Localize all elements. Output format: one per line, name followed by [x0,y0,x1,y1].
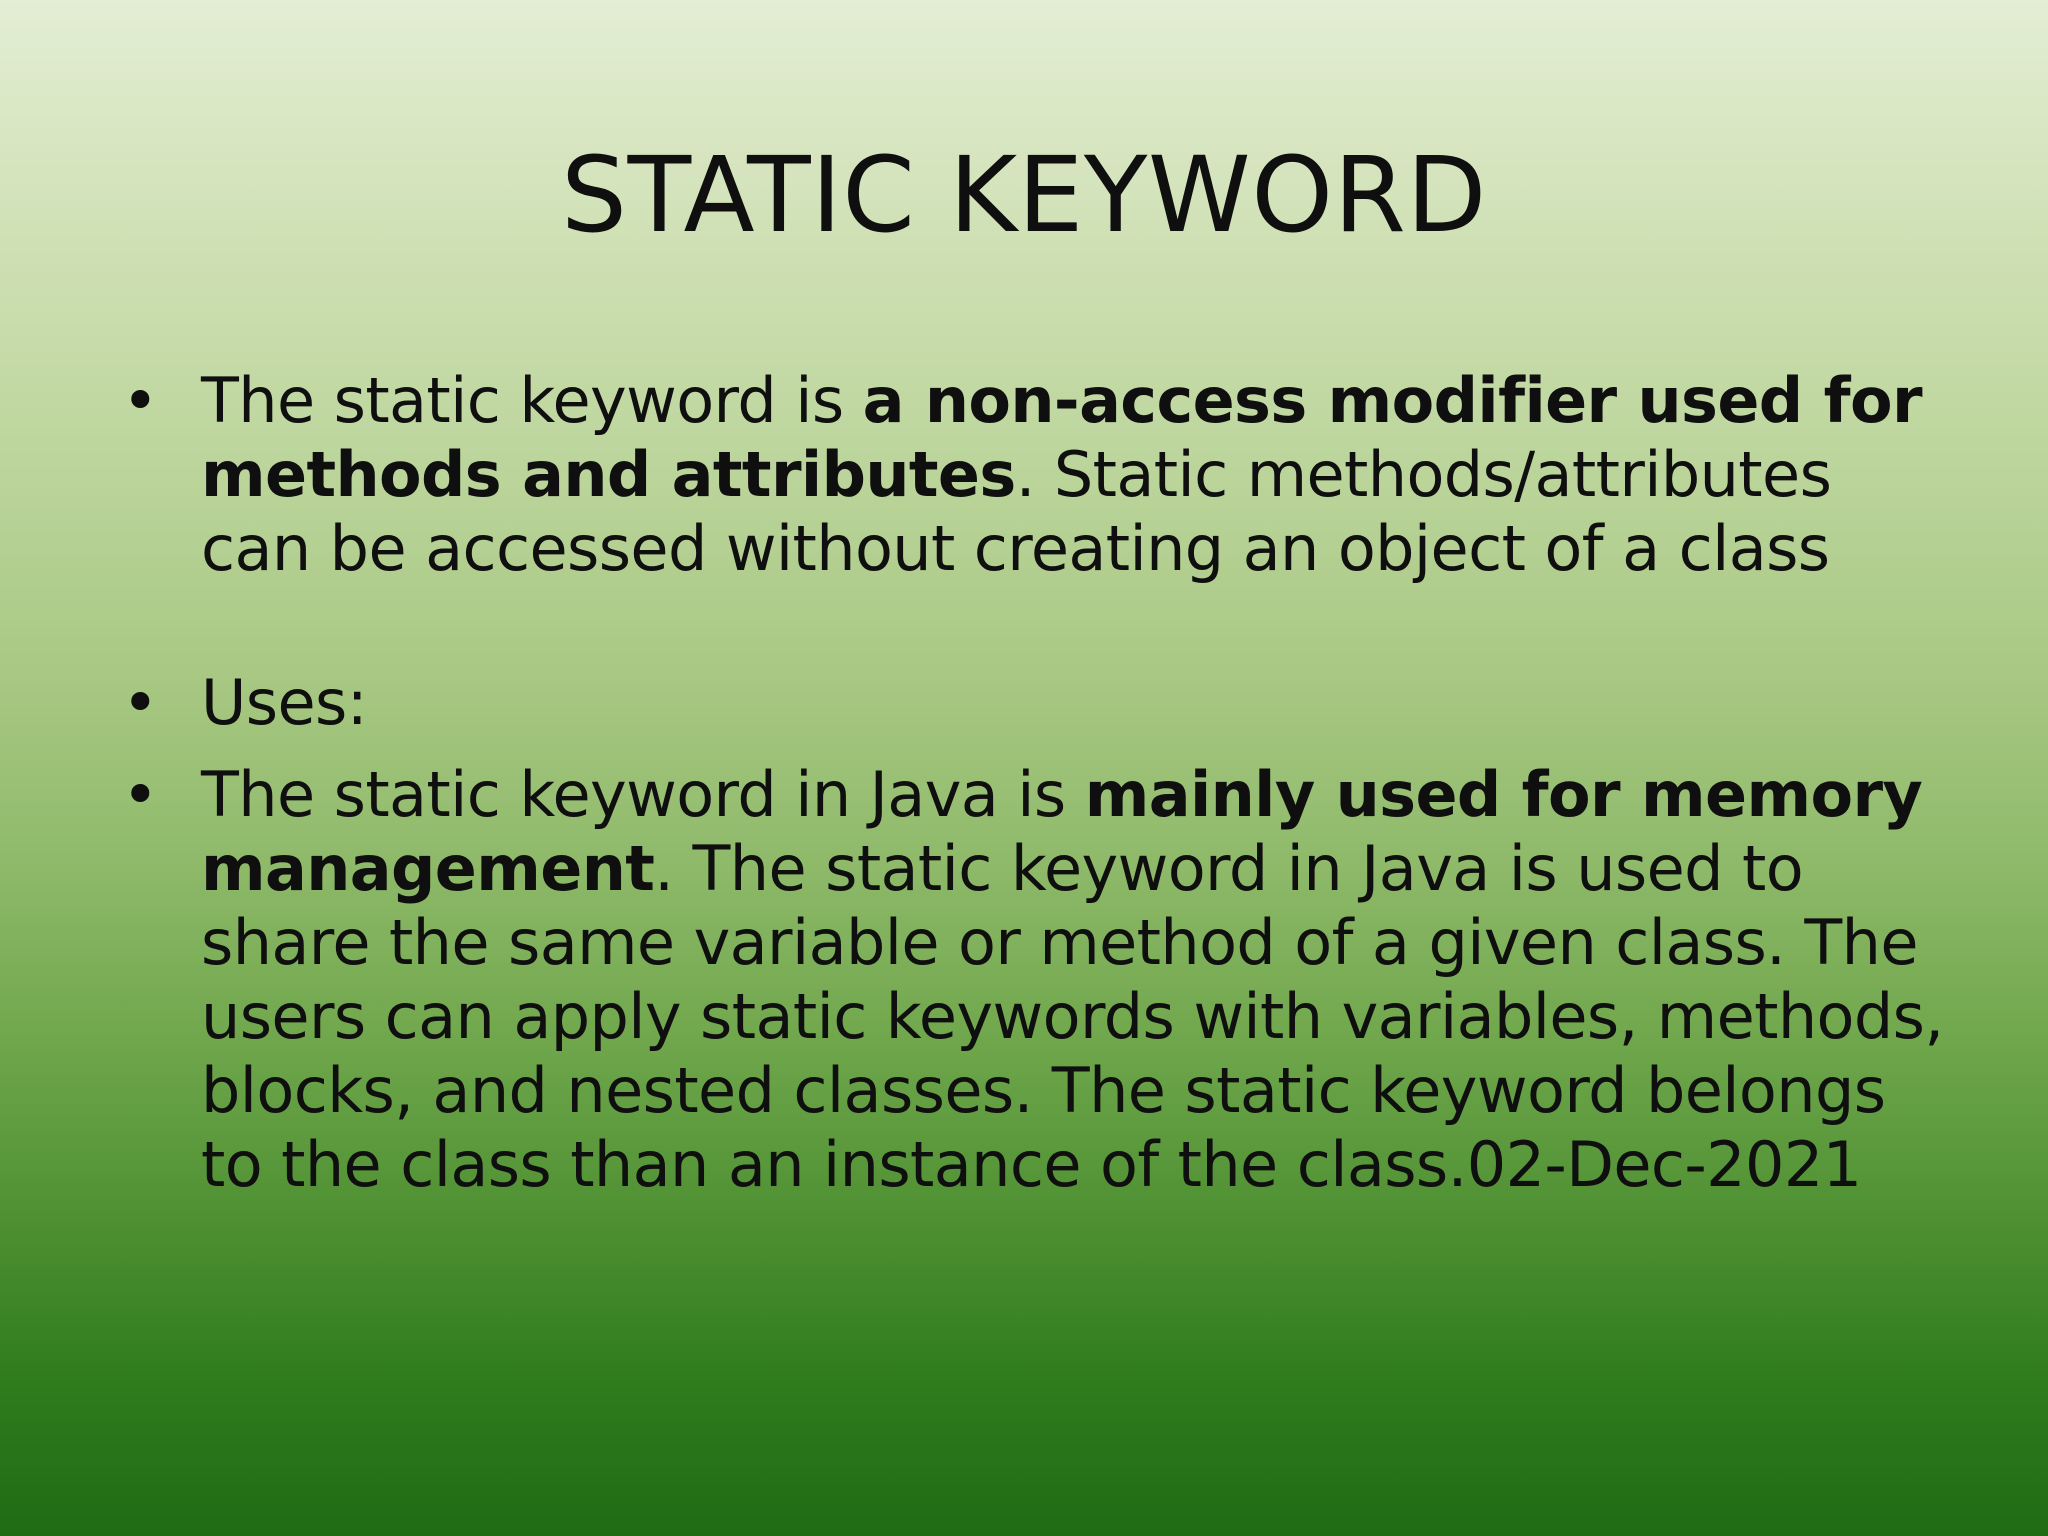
bullet-bold-text: a non-access modifier used for methods and attributes [201,364,1922,511]
bullet-text: The static keyword in Java is [201,758,1085,831]
bullet-text: . Static methods/attributes can be accessed without creating an object of a class [201,438,1832,585]
bullet-dot-icon: • [122,666,158,739]
bullet-item-uses [118,666,1948,740]
bullet-item-definition [118,364,1948,586]
bullet-list [118,364,1948,1202]
bullet-text: The static keyword is [201,364,863,437]
slide-title: STATIC KEYWORD [561,134,1487,256]
bullet-text: Uses: [201,666,368,739]
bullet-dot-icon: • [122,364,158,437]
bullet-dot-icon: • [122,758,158,831]
bullet-text: . The static keyword in Java is used to share the same variable or method of a given class. The users can apply static keywords with variables, methods, blocks, and nested classes. The static keyword belongs to the class than an instance of the class.02-Dec-2021 [201,832,1944,1201]
bullet-item-memory [118,758,1948,1202]
bullet-bold-text: mainly used for memory management [201,758,1923,905]
